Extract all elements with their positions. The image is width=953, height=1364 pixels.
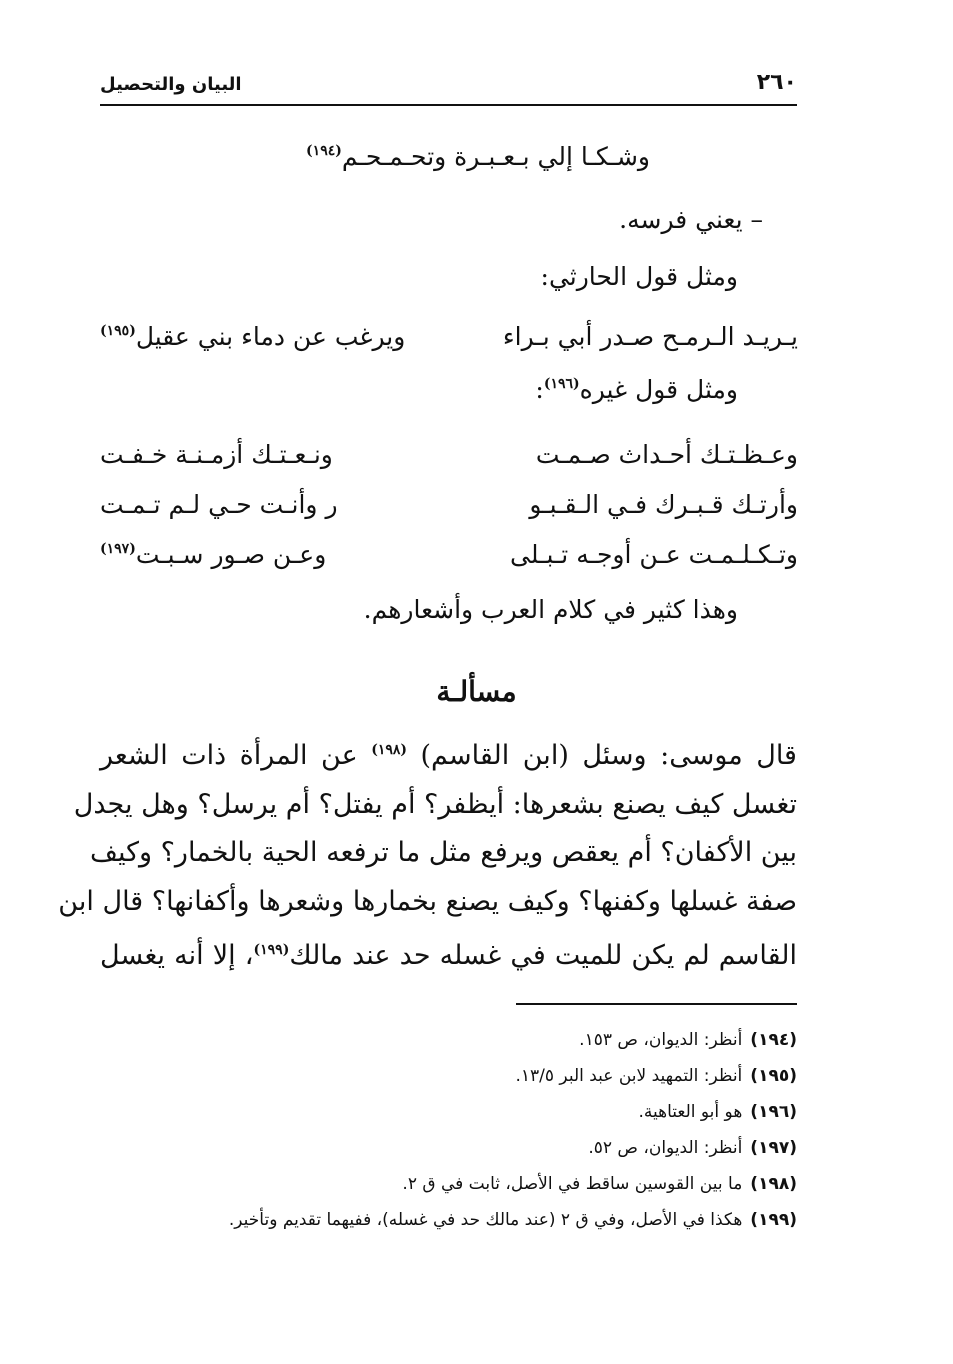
- verse-3-right: وعـظـتـك أحـداث صـمـت: [535, 440, 798, 469]
- footnote-ref-194: (١٩٤): [306, 143, 342, 159]
- verse-5-left-text: وعـن صـور سـبـت: [135, 540, 327, 569]
- line-other: [535, 375, 738, 404]
- footnote-198: [97, 1166, 797, 1202]
- footnote-text: هو أبو العتاهية.: [638, 1102, 743, 1122]
- footnote-number: (١٩٩): [750, 1210, 797, 1230]
- footnote-divider: [516, 1003, 797, 1005]
- footnotes: [97, 1022, 797, 1238]
- line-common: وهذا كثير في كلام العرب وأشعارهم.: [363, 595, 738, 624]
- footnote-197: [97, 1130, 797, 1166]
- footnote-ref-196: (١٩٦): [543, 376, 580, 392]
- line-harithi: ومثل قول الحارثي:: [540, 262, 738, 291]
- line-meaning: – يعني فرسه.: [619, 205, 763, 234]
- footnote-number: (١٩٧): [750, 1138, 797, 1158]
- footnote-196: [97, 1094, 797, 1130]
- paragraph-line-3: بين الأكفان؟ أم يعقص ويرفع مثل ما ترفعه الحية بالخمار؟ وكيف: [90, 837, 797, 869]
- footnote-194: [97, 1022, 797, 1058]
- paragraph-line-1-b: عن المرأة ذات الشعر: [100, 740, 358, 771]
- verse-5-right: وتـكـلـمـت عـن أوجـه تـبـلى: [510, 540, 798, 569]
- footnote-195: [97, 1058, 797, 1094]
- line-other-text: ومثل قول غيره: [579, 375, 738, 404]
- verse-3-left: ونـعـتـك أزمـنـة خـفـت: [100, 440, 333, 469]
- footnote-199: [97, 1202, 797, 1238]
- verse-4-right: وأرتـك قـبـرك فـي الـقـبـو: [529, 490, 798, 519]
- line-other-colon: :: [535, 375, 544, 404]
- footnote-text: أنظر: التمهيد لابن عبد البر ١٣/٥.: [515, 1066, 743, 1086]
- footnote-ref-198: (١٩٨): [371, 742, 408, 758]
- footnote-number: (١٩٦): [750, 1102, 797, 1122]
- footnote-text: أنظر: الديوان، ص ١٥٣.: [579, 1030, 743, 1050]
- running-title: البيان والتحصيل: [100, 74, 242, 95]
- footnote-text: هكذا في الأصل، وفي ق ٢ (عند مالك حد في غسله)، ففيهما تقديم وتأخير.: [228, 1210, 743, 1230]
- paragraph-line-2: تغسل كيف يصنع بشعرها: أيظفر؟ أم يفتل؟ أم يرسل؟ وهل يجدل: [73, 788, 797, 820]
- footnote-text: أنظر: الديوان، ص ٥٢.: [588, 1138, 743, 1158]
- page-number: ٢٦٠: [756, 70, 797, 95]
- footnote-ref-195: (١٩٥): [100, 323, 136, 339]
- footnote-text: ما بين القوسين ساقط في الأصل، ثابت في ق ٢.: [402, 1174, 743, 1194]
- footnote-ref-199: (١٩٩): [253, 942, 290, 959]
- paragraph-line-5-a: القاسم لم يكن للميت في غسله حد عند مالك: [289, 940, 798, 972]
- page-header: [100, 70, 797, 106]
- footnote-ref-197: (١٩٧): [100, 541, 136, 557]
- paragraph-line-1-a: قال موسى: وسئل (ابن القاسم): [420, 740, 797, 771]
- footnote-number: (١٩٤): [750, 1030, 797, 1050]
- paragraph-line-4: صفة غسلها وكفنها؟ وكيف يصنع بخمارها وشعرها وأكفانها؟ قال ابن: [58, 885, 797, 917]
- verse-2-left: [100, 322, 405, 351]
- verse-2-left-text: ويرغب عن دماء بني عقيل: [135, 322, 406, 351]
- paragraph-line-5: [100, 926, 797, 981]
- verse-4-left: ر وأنـت حـي لـم تـمـت: [100, 490, 338, 519]
- paragraph-line-1: [100, 726, 797, 781]
- footnote-number: (١٩٨): [750, 1174, 797, 1194]
- verse-1: [306, 142, 650, 171]
- footnote-number: (١٩٥): [750, 1066, 797, 1086]
- verse-5-left: [100, 540, 326, 569]
- verse-2-right: يـريـد الـرمـح صـدر أبي بـراء: [502, 322, 798, 351]
- verse-1-text: وشـكـا إلي بـعـبـرة وتحـمـحـم: [341, 142, 650, 171]
- section-heading: مسألـة: [436, 675, 517, 708]
- section-paragraph: [58, 726, 798, 981]
- paragraph-line-5-b: ، إلا أنه يغسل: [100, 940, 254, 972]
